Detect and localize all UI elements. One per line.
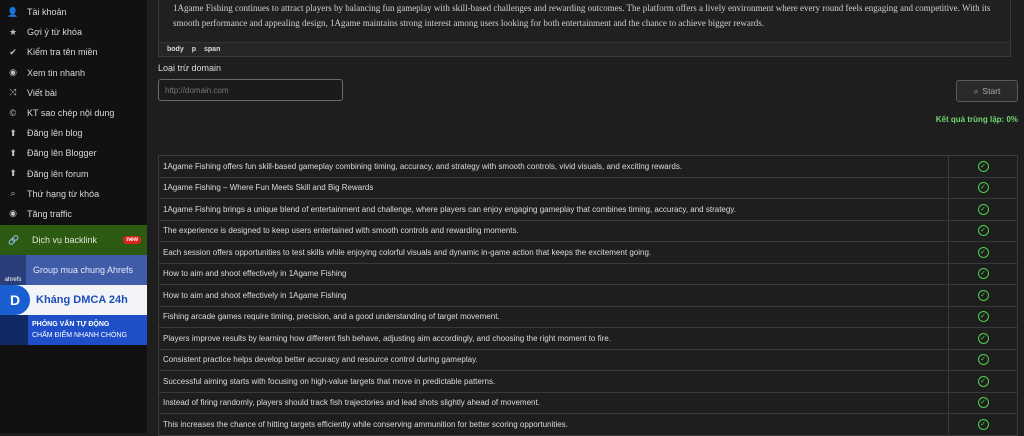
status-cell [949, 177, 1018, 199]
table-row [159, 263, 1018, 285]
check-circle-icon: ✓ [978, 290, 989, 301]
table-row [159, 199, 1018, 221]
sidebar-item-label: Gợi ý từ khóa [27, 27, 82, 38]
check-circle-icon: ✓ [978, 311, 989, 322]
sidebar-item-label: Kiểm tra tên miền [27, 47, 98, 58]
sidebar-item-label: Đăng lên Blogger [27, 148, 97, 159]
check-circle-icon: ✓ [978, 268, 989, 279]
sentence-cell: How to aim and shoot effectively in 1Agame Fishing [159, 263, 949, 285]
sidebar-item-backlink[interactable] [0, 225, 147, 255]
shuffle-icon: ⤨ [9, 87, 17, 98]
status-cell [949, 371, 1018, 393]
editor-line: smooth performance and appealing design, 1Agame maintains strong interest among users looking for both entertainment and the chance to achieve bigger rewards. [173, 18, 765, 28]
dmca-logo: D [0, 285, 30, 315]
check-circle-icon: ✓ [978, 397, 989, 408]
sentence-cell: Fishing arcade games require timing, precision, and a good understanding of target movement. [159, 306, 949, 328]
check-icon: ✔ [9, 46, 17, 57]
sidebar-item[interactable] [0, 83, 147, 103]
content-editor[interactable] [158, 0, 1011, 57]
status-cell [949, 414, 1018, 436]
check-circle-icon: ✓ [978, 161, 989, 172]
table-row [159, 177, 1018, 199]
upload-icon: ⬆ [9, 168, 17, 179]
check-circle-icon: ✓ [978, 419, 989, 430]
banner-dmca[interactable] [0, 285, 147, 315]
check-circle-icon: ✓ [978, 225, 989, 236]
table-row [159, 371, 1018, 393]
sentence-cell: 1Agame Fishing brings a unique blend of entertainment and challenge, where players can enjoy engaging gameplay that combines timing, accuracy, and strategy. [159, 199, 949, 221]
banner-interview[interactable] [0, 315, 147, 345]
sentence-cell: Each session offers opportunities to test skills while enjoying colorful visuals and dynamic in-game action that keeps the excitement going. [159, 242, 949, 264]
upload-icon: ⬆ [9, 127, 17, 138]
banner-interview-line2: CHẤM ĐIỂM NHANH CHÓNG [32, 332, 127, 340]
search-icon: ⌕ [10, 188, 16, 199]
status-cell [949, 392, 1018, 414]
table-row [159, 306, 1018, 328]
sentence-cell: Instead of firing randomly, players should track fish trajectories and lead shots slightly ahead of movement. [159, 392, 949, 414]
check-circle-icon: ✓ [978, 333, 989, 344]
sidebar-item[interactable] [0, 63, 147, 83]
status-cell [949, 349, 1018, 371]
path-item[interactable]: p [191, 46, 197, 53]
check-circle-icon: ✓ [978, 247, 989, 258]
copyright-icon: © [9, 108, 17, 119]
check-circle-icon: ✓ [978, 182, 989, 193]
sentence-cell: Consistent practice helps develop better accuracy and resource control during gameplay. [159, 349, 949, 371]
exclude-domain-label: Loại trừ domain [158, 63, 222, 73]
sidebar-item[interactable] [0, 164, 147, 184]
sentence-cell: This increases the chance of hitting targets efficiently while conserving ammunition for better scoring opportunities. [159, 414, 949, 436]
start-button[interactable] [956, 80, 1018, 102]
sentence-cell: Players improve results by learning how different fish behave, adjusting aim accordingly, and choosing the right moment to fire. [159, 328, 949, 350]
ahrefs-logo: ahrefs [0, 255, 26, 285]
status-cell [949, 263, 1018, 285]
sidebar-item-label: Viết bài [27, 87, 57, 98]
exclude-domain-input[interactable] [158, 79, 343, 101]
path-item[interactable]: body [167, 46, 184, 53]
sidebar-item-label: Đăng lên blog [27, 128, 83, 139]
sidebar-item[interactable] [0, 204, 147, 224]
editor-text[interactable] [159, 0, 1010, 31]
new-badge: new [123, 236, 141, 244]
editor-line: 1Agame Fishing continues to attract players by balancing fun gameplay with skill-based challenges and rewarding outcomes. The platform offers a lively environment where every round feels engaging and competitive. With its [173, 3, 991, 13]
sentence-cell: The experience is designed to keep users entertained with smooth controls and rewarding moments. [159, 220, 949, 242]
sidebar-nav [0, 0, 147, 224]
sidebar-item[interactable] [0, 103, 147, 123]
status-cell [949, 220, 1018, 242]
table-row [159, 242, 1018, 264]
sidebar [0, 0, 147, 433]
sidebar-item[interactable] [0, 42, 147, 62]
status-cell [949, 328, 1018, 350]
sidebar-item[interactable] [0, 184, 147, 204]
interview-image [0, 315, 28, 345]
sidebar-item-label: KT sao chép nội dung [27, 108, 115, 119]
element-path-bar [159, 42, 1010, 56]
sidebar-item-label: Dịch vụ backlink [32, 235, 98, 246]
eye-icon: ◉ [9, 208, 17, 219]
table-row [159, 156, 1018, 178]
table-row [159, 392, 1018, 414]
path-item[interactable]: span [204, 46, 221, 53]
check-circle-icon: ✓ [978, 376, 989, 387]
upload-icon: ⬆ [9, 147, 17, 158]
star-icon: ★ [8, 26, 18, 37]
table-row [159, 220, 1018, 242]
table-row [159, 414, 1018, 436]
check-circle-icon: ✓ [978, 204, 989, 215]
check-circle-icon: ✓ [978, 354, 989, 365]
sidebar-item-label: Tài khoản [27, 7, 67, 18]
banner-ahrefs[interactable] [0, 255, 147, 285]
table-row [159, 285, 1018, 307]
sentence-cell: 1Agame Fishing – Where Fun Meets Skill and Big Rewards [159, 177, 949, 199]
eye-icon: ◉ [9, 67, 17, 78]
link-icon: 🔗 [8, 234, 20, 245]
sidebar-item[interactable] [0, 123, 147, 143]
banner-ahrefs-label: Group mua chung Ahrefs [33, 265, 134, 276]
search-icon: ⌕ [973, 85, 979, 96]
user-icon: 👤 [7, 6, 19, 17]
sentence-cell: How to aim and shoot effectively in 1Agame Fishing [159, 285, 949, 307]
table-row [159, 328, 1018, 350]
sidebar-item[interactable] [0, 22, 147, 42]
status-cell [949, 156, 1018, 178]
status-cell [949, 242, 1018, 264]
main-panel [147, 0, 1024, 433]
sidebar-item-label: Đăng lên forum [27, 168, 89, 179]
sentence-cell: Successful aiming starts with focusing on high-value targets that move in predictable patterns. [159, 371, 949, 393]
sidebar-item-label: Xem tin nhanh [27, 67, 86, 78]
sidebar-item-label: Tăng traffic [27, 208, 72, 219]
banner-interview-line1: PHỎNG VẤN TỰ ĐỘNG [32, 321, 110, 329]
duplicate-result: Kết quả trùng lặp: 0% [935, 115, 1018, 124]
status-cell [949, 306, 1018, 328]
sentence-cell: 1Agame Fishing offers fun skill-based gameplay combining timing, accuracy, and strategy with smooth controls, vivid visuals, and exciting rewards. [159, 156, 949, 178]
start-button-label: Start [982, 86, 1001, 96]
results-table [158, 155, 1018, 436]
status-cell [949, 199, 1018, 221]
sidebar-item[interactable] [0, 2, 147, 22]
sidebar-item-label: Thứ hạng từ khóa [27, 188, 100, 199]
banner-dmca-label: Kháng DMCA 24h [36, 294, 128, 307]
table-row [159, 349, 1018, 371]
status-cell [949, 285, 1018, 307]
sidebar-item[interactable] [0, 143, 147, 163]
